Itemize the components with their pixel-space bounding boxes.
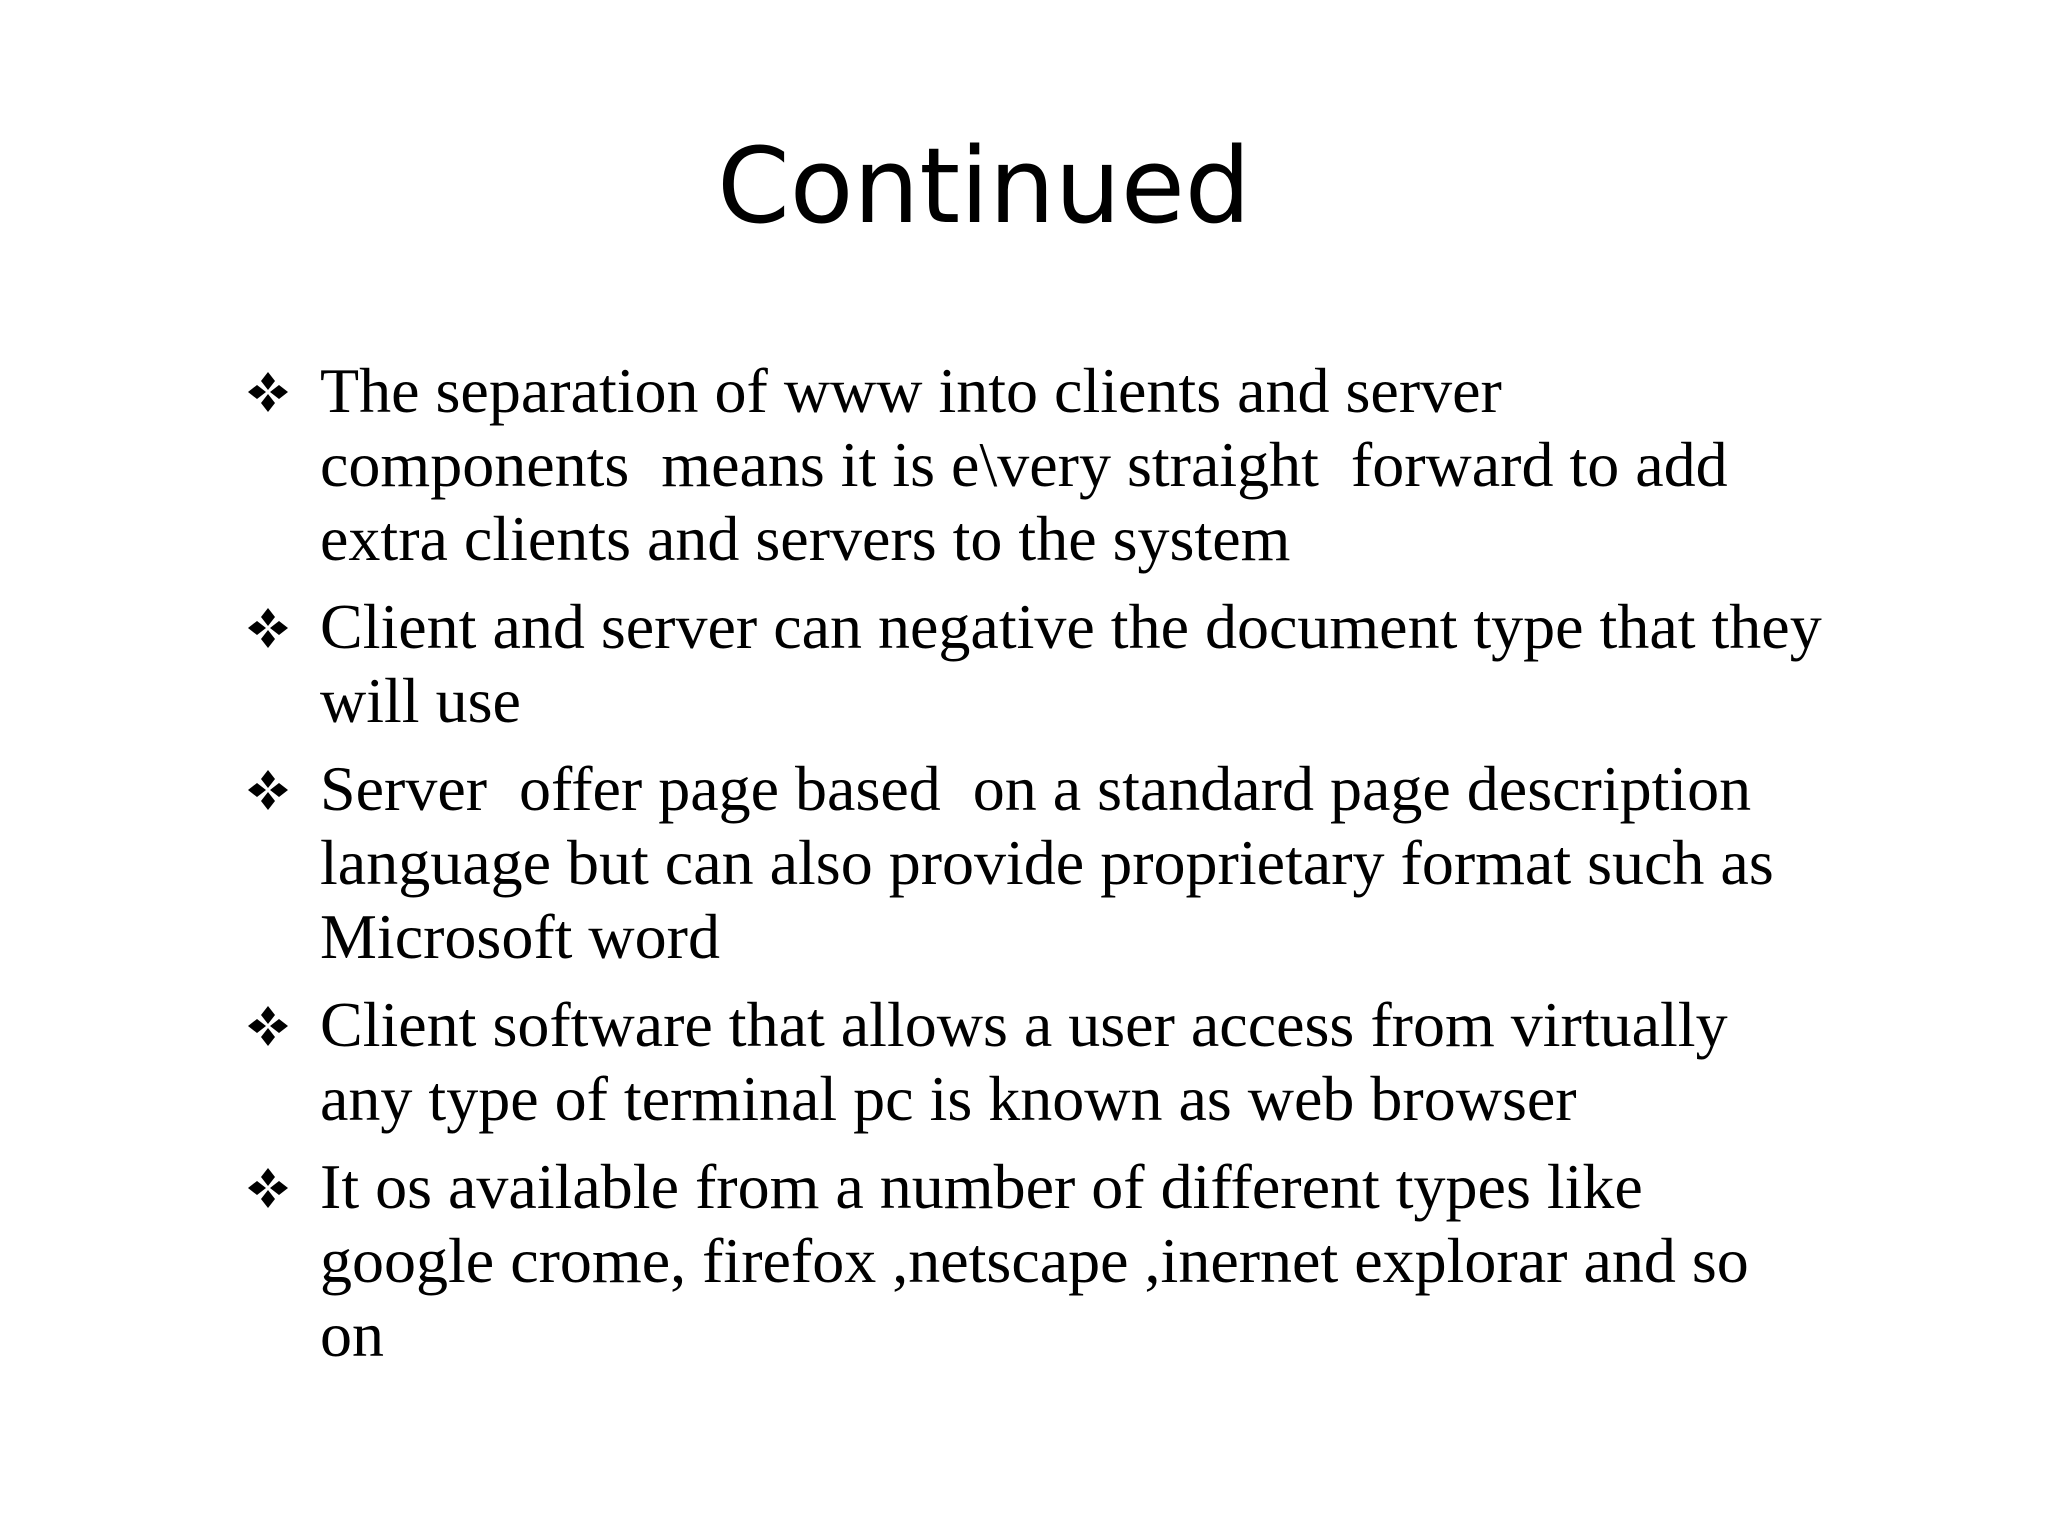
diamond-bullet-icon <box>246 606 290 650</box>
slide-title: Continued <box>717 125 1251 247</box>
bullet-item <box>246 988 1826 1136</box>
bullet-text: The separation of www into clients and server components means it is e\very straight forward to add extra clients and servers to the system <box>320 355 1744 574</box>
bullet-text: It os available from a number of different types like google crome, firefox ,netscape ,inernet explorar and so on <box>320 1151 1765 1370</box>
bullet-text: Client and server can negative the document type that they will use <box>320 591 1838 736</box>
diamond-bullet-icon <box>246 1166 290 1210</box>
diamond-bullet-icon <box>246 1004 290 1048</box>
bullet-item <box>246 752 1826 974</box>
bullet-text: Client software that allows a user access from virtually any type of terminal pc is known as web browser <box>320 989 1744 1134</box>
bullet-item <box>246 354 1826 576</box>
bullet-item <box>246 590 1838 738</box>
bullet-text: Server offer page based on a standard page description language but can also provide proprietary format such as Microsoft word <box>320 753 1806 972</box>
bullet-item <box>246 1150 1826 1372</box>
diamond-bullet-icon <box>246 768 290 812</box>
diamond-bullet-icon <box>246 370 290 414</box>
bullet-list <box>246 354 1838 1386</box>
